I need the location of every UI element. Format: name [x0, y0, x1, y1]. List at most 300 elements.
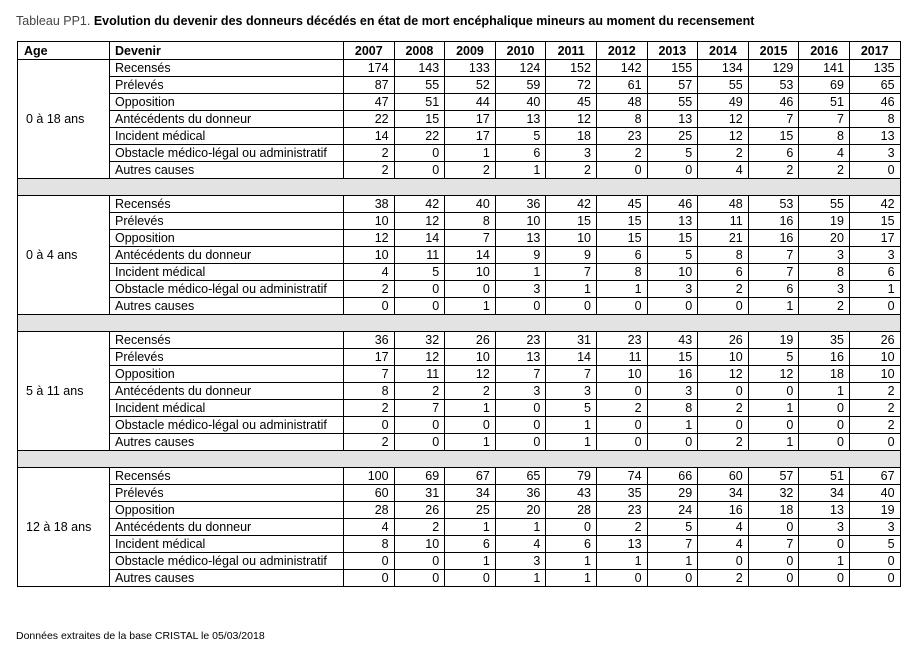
- value-cell: 10: [546, 230, 597, 247]
- header-year: 2014: [698, 42, 749, 60]
- value-cell: 15: [647, 230, 698, 247]
- table-row: [18, 60, 901, 77]
- value-cell: 59: [495, 77, 546, 94]
- value-cell: 44: [445, 94, 496, 111]
- value-cell: 0: [344, 553, 395, 570]
- value-cell: 34: [799, 485, 850, 502]
- value-cell: 6: [445, 536, 496, 553]
- value-cell: 5: [647, 519, 698, 536]
- value-cell: 55: [799, 196, 850, 213]
- value-cell: 1: [596, 553, 647, 570]
- value-cell: 28: [344, 502, 395, 519]
- table-row: [18, 349, 901, 366]
- value-cell: 2: [698, 281, 749, 298]
- value-cell: 0: [445, 570, 496, 587]
- value-cell: 7: [445, 230, 496, 247]
- value-cell: 155: [647, 60, 698, 77]
- value-cell: 5: [546, 400, 597, 417]
- value-cell: 0: [748, 553, 799, 570]
- table-row: [18, 417, 901, 434]
- value-cell: 11: [394, 247, 445, 264]
- value-cell: 3: [647, 383, 698, 400]
- value-cell: 0: [445, 281, 496, 298]
- value-cell: 1: [748, 298, 799, 315]
- value-cell: 0: [394, 298, 445, 315]
- value-cell: 0: [394, 434, 445, 451]
- value-cell: 134: [698, 60, 749, 77]
- value-cell: 40: [445, 196, 496, 213]
- value-cell: 43: [647, 332, 698, 349]
- table-title: [16, 14, 754, 28]
- value-cell: 6: [596, 247, 647, 264]
- value-cell: 26: [849, 332, 900, 349]
- value-cell: 1: [546, 553, 597, 570]
- value-cell: 15: [394, 111, 445, 128]
- value-cell: 20: [799, 230, 850, 247]
- value-cell: 0: [394, 281, 445, 298]
- value-cell: 9: [495, 247, 546, 264]
- table-row: [18, 485, 901, 502]
- value-cell: 0: [799, 417, 850, 434]
- value-cell: 8: [596, 264, 647, 281]
- table-body: [18, 60, 901, 587]
- value-cell: 1: [546, 434, 597, 451]
- value-cell: 7: [546, 264, 597, 281]
- value-cell: 79: [546, 468, 597, 485]
- value-cell: 35: [799, 332, 850, 349]
- table-row: [18, 502, 901, 519]
- value-cell: 2: [596, 519, 647, 536]
- value-cell: 1: [647, 417, 698, 434]
- value-cell: 5: [647, 247, 698, 264]
- value-cell: 12: [698, 366, 749, 383]
- source-note: Données extraites de la base CRISTAL le 05/03/2018: [16, 630, 265, 642]
- table-row: [18, 247, 901, 264]
- group-separator-cell: [18, 179, 901, 196]
- value-cell: 1: [849, 281, 900, 298]
- value-cell: 24: [647, 502, 698, 519]
- value-cell: 2: [394, 383, 445, 400]
- value-cell: 48: [596, 94, 647, 111]
- value-cell: 12: [394, 213, 445, 230]
- value-cell: 1: [546, 570, 597, 587]
- value-cell: 5: [495, 128, 546, 145]
- value-cell: 0: [799, 400, 850, 417]
- value-cell: 19: [849, 502, 900, 519]
- value-cell: 5: [748, 349, 799, 366]
- value-cell: 2: [344, 145, 395, 162]
- value-cell: 1: [445, 145, 496, 162]
- value-cell: 66: [647, 468, 698, 485]
- value-cell: 5: [394, 264, 445, 281]
- value-cell: 0: [596, 570, 647, 587]
- value-cell: 17: [445, 111, 496, 128]
- value-cell: 34: [698, 485, 749, 502]
- value-cell: 10: [495, 213, 546, 230]
- value-cell: 0: [647, 570, 698, 587]
- value-cell: 2: [698, 400, 749, 417]
- value-cell: 7: [495, 366, 546, 383]
- table-row: [18, 434, 901, 451]
- header-year: 2009: [445, 42, 496, 60]
- value-cell: 0: [394, 570, 445, 587]
- value-cell: 7: [647, 536, 698, 553]
- value-cell: 2: [698, 434, 749, 451]
- value-cell: 1: [445, 519, 496, 536]
- value-cell: 6: [546, 536, 597, 553]
- group-separator-cell: [18, 315, 901, 332]
- value-cell: 1: [748, 434, 799, 451]
- value-cell: 16: [748, 213, 799, 230]
- value-cell: 9: [546, 247, 597, 264]
- devenir-label: Incident médical: [110, 536, 344, 553]
- value-cell: 8: [344, 536, 395, 553]
- value-cell: 8: [647, 400, 698, 417]
- value-cell: 8: [596, 111, 647, 128]
- header-year: 2017: [849, 42, 900, 60]
- value-cell: 0: [849, 553, 900, 570]
- value-cell: 11: [394, 366, 445, 383]
- value-cell: 45: [596, 196, 647, 213]
- table-row: [18, 162, 901, 179]
- value-cell: 69: [394, 468, 445, 485]
- table-row: [18, 570, 901, 587]
- value-cell: 32: [748, 485, 799, 502]
- value-cell: 0: [596, 383, 647, 400]
- devenir-label: Antécédents du donneur: [110, 247, 344, 264]
- value-cell: 10: [445, 264, 496, 281]
- value-cell: 18: [799, 366, 850, 383]
- value-cell: 42: [394, 196, 445, 213]
- devenir-label: Incident médical: [110, 400, 344, 417]
- value-cell: 28: [546, 502, 597, 519]
- value-cell: 1: [546, 417, 597, 434]
- value-cell: 36: [495, 485, 546, 502]
- value-cell: 16: [748, 230, 799, 247]
- value-cell: 2: [799, 298, 850, 315]
- value-cell: 8: [849, 111, 900, 128]
- value-cell: 0: [546, 519, 597, 536]
- value-cell: 2: [344, 400, 395, 417]
- value-cell: 1: [647, 553, 698, 570]
- value-cell: 2: [698, 145, 749, 162]
- value-cell: 17: [344, 349, 395, 366]
- value-cell: 124: [495, 60, 546, 77]
- table-row: [18, 553, 901, 570]
- value-cell: 15: [596, 230, 647, 247]
- group-separator: [18, 451, 901, 468]
- table-row: [18, 383, 901, 400]
- value-cell: 87: [344, 77, 395, 94]
- devenir-label: Prélevés: [110, 213, 344, 230]
- value-cell: 143: [394, 60, 445, 77]
- value-cell: 34: [445, 485, 496, 502]
- devenir-label: Prélevés: [110, 77, 344, 94]
- value-cell: 0: [748, 383, 799, 400]
- value-cell: 46: [748, 94, 799, 111]
- value-cell: 3: [799, 281, 850, 298]
- value-cell: 6: [849, 264, 900, 281]
- value-cell: 0: [394, 553, 445, 570]
- group-separator: [18, 315, 901, 332]
- value-cell: 15: [596, 213, 647, 230]
- value-cell: 31: [394, 485, 445, 502]
- value-cell: 10: [849, 349, 900, 366]
- table-row: [18, 468, 901, 485]
- value-cell: 4: [698, 519, 749, 536]
- value-cell: 10: [344, 247, 395, 264]
- header-year: 2008: [394, 42, 445, 60]
- value-cell: 22: [394, 128, 445, 145]
- value-cell: 69: [799, 77, 850, 94]
- value-cell: 133: [445, 60, 496, 77]
- value-cell: 3: [495, 553, 546, 570]
- value-cell: 14: [445, 247, 496, 264]
- value-cell: 13: [495, 230, 546, 247]
- value-cell: 2: [849, 383, 900, 400]
- value-cell: 49: [698, 94, 749, 111]
- devenir-label: Opposition: [110, 94, 344, 111]
- value-cell: 0: [849, 298, 900, 315]
- value-cell: 22: [344, 111, 395, 128]
- value-cell: 13: [495, 111, 546, 128]
- value-cell: 8: [799, 128, 850, 145]
- table-row: [18, 196, 901, 213]
- value-cell: 0: [596, 162, 647, 179]
- value-cell: 0: [799, 434, 850, 451]
- value-cell: 0: [445, 417, 496, 434]
- value-cell: 11: [698, 213, 749, 230]
- table-row: [18, 298, 901, 315]
- table-row: [18, 128, 901, 145]
- devenir-label: Recensés: [110, 196, 344, 213]
- value-cell: 0: [495, 417, 546, 434]
- value-cell: 12: [698, 128, 749, 145]
- donor-outcome-table: [17, 41, 901, 587]
- value-cell: 0: [698, 298, 749, 315]
- value-cell: 2: [546, 162, 597, 179]
- value-cell: 7: [748, 247, 799, 264]
- table-row: [18, 145, 901, 162]
- value-cell: 3: [495, 281, 546, 298]
- value-cell: 55: [698, 77, 749, 94]
- value-cell: 0: [799, 536, 850, 553]
- value-cell: 141: [799, 60, 850, 77]
- header-age: Age: [18, 42, 110, 60]
- value-cell: 32: [394, 332, 445, 349]
- value-cell: 2: [596, 400, 647, 417]
- value-cell: 0: [495, 400, 546, 417]
- value-cell: 1: [495, 519, 546, 536]
- value-cell: 51: [394, 94, 445, 111]
- value-cell: 15: [849, 213, 900, 230]
- value-cell: 14: [394, 230, 445, 247]
- value-cell: 26: [445, 332, 496, 349]
- value-cell: 10: [344, 213, 395, 230]
- value-cell: 12: [445, 366, 496, 383]
- devenir-label: Opposition: [110, 366, 344, 383]
- value-cell: 1: [495, 570, 546, 587]
- value-cell: 13: [596, 536, 647, 553]
- value-cell: 0: [394, 145, 445, 162]
- value-cell: 2: [849, 400, 900, 417]
- value-cell: 0: [546, 298, 597, 315]
- value-cell: 12: [394, 349, 445, 366]
- value-cell: 3: [799, 247, 850, 264]
- value-cell: 13: [799, 502, 850, 519]
- value-cell: 12: [546, 111, 597, 128]
- devenir-label: Antécédents du donneur: [110, 383, 344, 400]
- devenir-label: Autres causes: [110, 570, 344, 587]
- value-cell: 36: [495, 196, 546, 213]
- value-cell: 1: [445, 434, 496, 451]
- value-cell: 57: [748, 468, 799, 485]
- value-cell: 2: [344, 281, 395, 298]
- devenir-label: Autres causes: [110, 162, 344, 179]
- value-cell: 2: [849, 417, 900, 434]
- value-cell: 10: [849, 366, 900, 383]
- value-cell: 152: [546, 60, 597, 77]
- devenir-label: Recensés: [110, 468, 344, 485]
- devenir-label: Recensés: [110, 332, 344, 349]
- value-cell: 4: [698, 162, 749, 179]
- value-cell: 65: [495, 468, 546, 485]
- value-cell: 10: [698, 349, 749, 366]
- value-cell: 0: [344, 298, 395, 315]
- value-cell: 3: [849, 247, 900, 264]
- devenir-label: Antécédents du donneur: [110, 519, 344, 536]
- value-cell: 2: [394, 519, 445, 536]
- devenir-label: Obstacle médico-légal ou administratif: [110, 417, 344, 434]
- value-cell: 6: [698, 264, 749, 281]
- value-cell: 4: [799, 145, 850, 162]
- value-cell: 0: [596, 298, 647, 315]
- header-year: 2007: [344, 42, 395, 60]
- value-cell: 14: [344, 128, 395, 145]
- devenir-label: Prélevés: [110, 349, 344, 366]
- value-cell: 23: [596, 128, 647, 145]
- value-cell: 2: [799, 162, 850, 179]
- value-cell: 72: [546, 77, 597, 94]
- value-cell: 21: [698, 230, 749, 247]
- value-cell: 2: [596, 145, 647, 162]
- value-cell: 55: [647, 94, 698, 111]
- value-cell: 2: [748, 162, 799, 179]
- value-cell: 1: [596, 281, 647, 298]
- value-cell: 42: [546, 196, 597, 213]
- value-cell: 6: [495, 145, 546, 162]
- value-cell: 7: [748, 111, 799, 128]
- value-cell: 1: [495, 264, 546, 281]
- value-cell: 1: [546, 281, 597, 298]
- value-cell: 15: [748, 128, 799, 145]
- value-cell: 0: [495, 298, 546, 315]
- value-cell: 2: [344, 162, 395, 179]
- devenir-label: Prélevés: [110, 485, 344, 502]
- value-cell: 1: [799, 553, 850, 570]
- devenir-label: Obstacle médico-légal ou administratif: [110, 553, 344, 570]
- value-cell: 52: [445, 77, 496, 94]
- value-cell: 7: [344, 366, 395, 383]
- devenir-label: Obstacle médico-légal ou administratif: [110, 145, 344, 162]
- value-cell: 0: [698, 553, 749, 570]
- value-cell: 25: [647, 128, 698, 145]
- value-cell: 4: [698, 536, 749, 553]
- value-cell: 8: [344, 383, 395, 400]
- table-row: [18, 94, 901, 111]
- header-year: 2012: [596, 42, 647, 60]
- value-cell: 0: [647, 434, 698, 451]
- table-row: [18, 264, 901, 281]
- value-cell: 13: [495, 349, 546, 366]
- value-cell: 60: [344, 485, 395, 502]
- table-row: [18, 400, 901, 417]
- age-group-label: 0 à 18 ans: [18, 60, 110, 179]
- value-cell: 61: [596, 77, 647, 94]
- table-title-prefix: Tableau PP1.: [16, 14, 91, 28]
- value-cell: 36: [344, 332, 395, 349]
- value-cell: 35: [596, 485, 647, 502]
- value-cell: 8: [445, 213, 496, 230]
- devenir-label: Opposition: [110, 230, 344, 247]
- value-cell: 5: [849, 536, 900, 553]
- value-cell: 0: [647, 298, 698, 315]
- table-row: [18, 281, 901, 298]
- devenir-label: Incident médical: [110, 128, 344, 145]
- age-group-label: 5 à 11 ans: [18, 332, 110, 451]
- header-year: 2016: [799, 42, 850, 60]
- value-cell: 8: [698, 247, 749, 264]
- value-cell: 20: [495, 502, 546, 519]
- value-cell: 40: [849, 485, 900, 502]
- value-cell: 0: [394, 417, 445, 434]
- value-cell: 0: [849, 434, 900, 451]
- devenir-label: Recensés: [110, 60, 344, 77]
- age-group-label: 12 à 18 ans: [18, 468, 110, 587]
- value-cell: 17: [445, 128, 496, 145]
- value-cell: 3: [546, 383, 597, 400]
- value-cell: 0: [344, 417, 395, 434]
- table-row: [18, 213, 901, 230]
- value-cell: 6: [748, 281, 799, 298]
- value-cell: 47: [344, 94, 395, 111]
- value-cell: 10: [394, 536, 445, 553]
- value-cell: 1: [748, 400, 799, 417]
- value-cell: 1: [445, 400, 496, 417]
- header-year: 2010: [495, 42, 546, 60]
- value-cell: 18: [748, 502, 799, 519]
- value-cell: 67: [445, 468, 496, 485]
- header-devenir: Devenir: [110, 42, 344, 60]
- value-cell: 0: [344, 570, 395, 587]
- value-cell: 26: [394, 502, 445, 519]
- value-cell: 65: [849, 77, 900, 94]
- table-row: [18, 77, 901, 94]
- group-separator: [18, 179, 901, 196]
- value-cell: 51: [799, 94, 850, 111]
- value-cell: 0: [748, 417, 799, 434]
- value-cell: 15: [546, 213, 597, 230]
- value-cell: 40: [495, 94, 546, 111]
- value-cell: 14: [546, 349, 597, 366]
- value-cell: 0: [647, 162, 698, 179]
- value-cell: 67: [849, 468, 900, 485]
- value-cell: 16: [647, 366, 698, 383]
- value-cell: 1: [799, 383, 850, 400]
- value-cell: 7: [748, 264, 799, 281]
- value-cell: 0: [849, 570, 900, 587]
- value-cell: 2: [445, 162, 496, 179]
